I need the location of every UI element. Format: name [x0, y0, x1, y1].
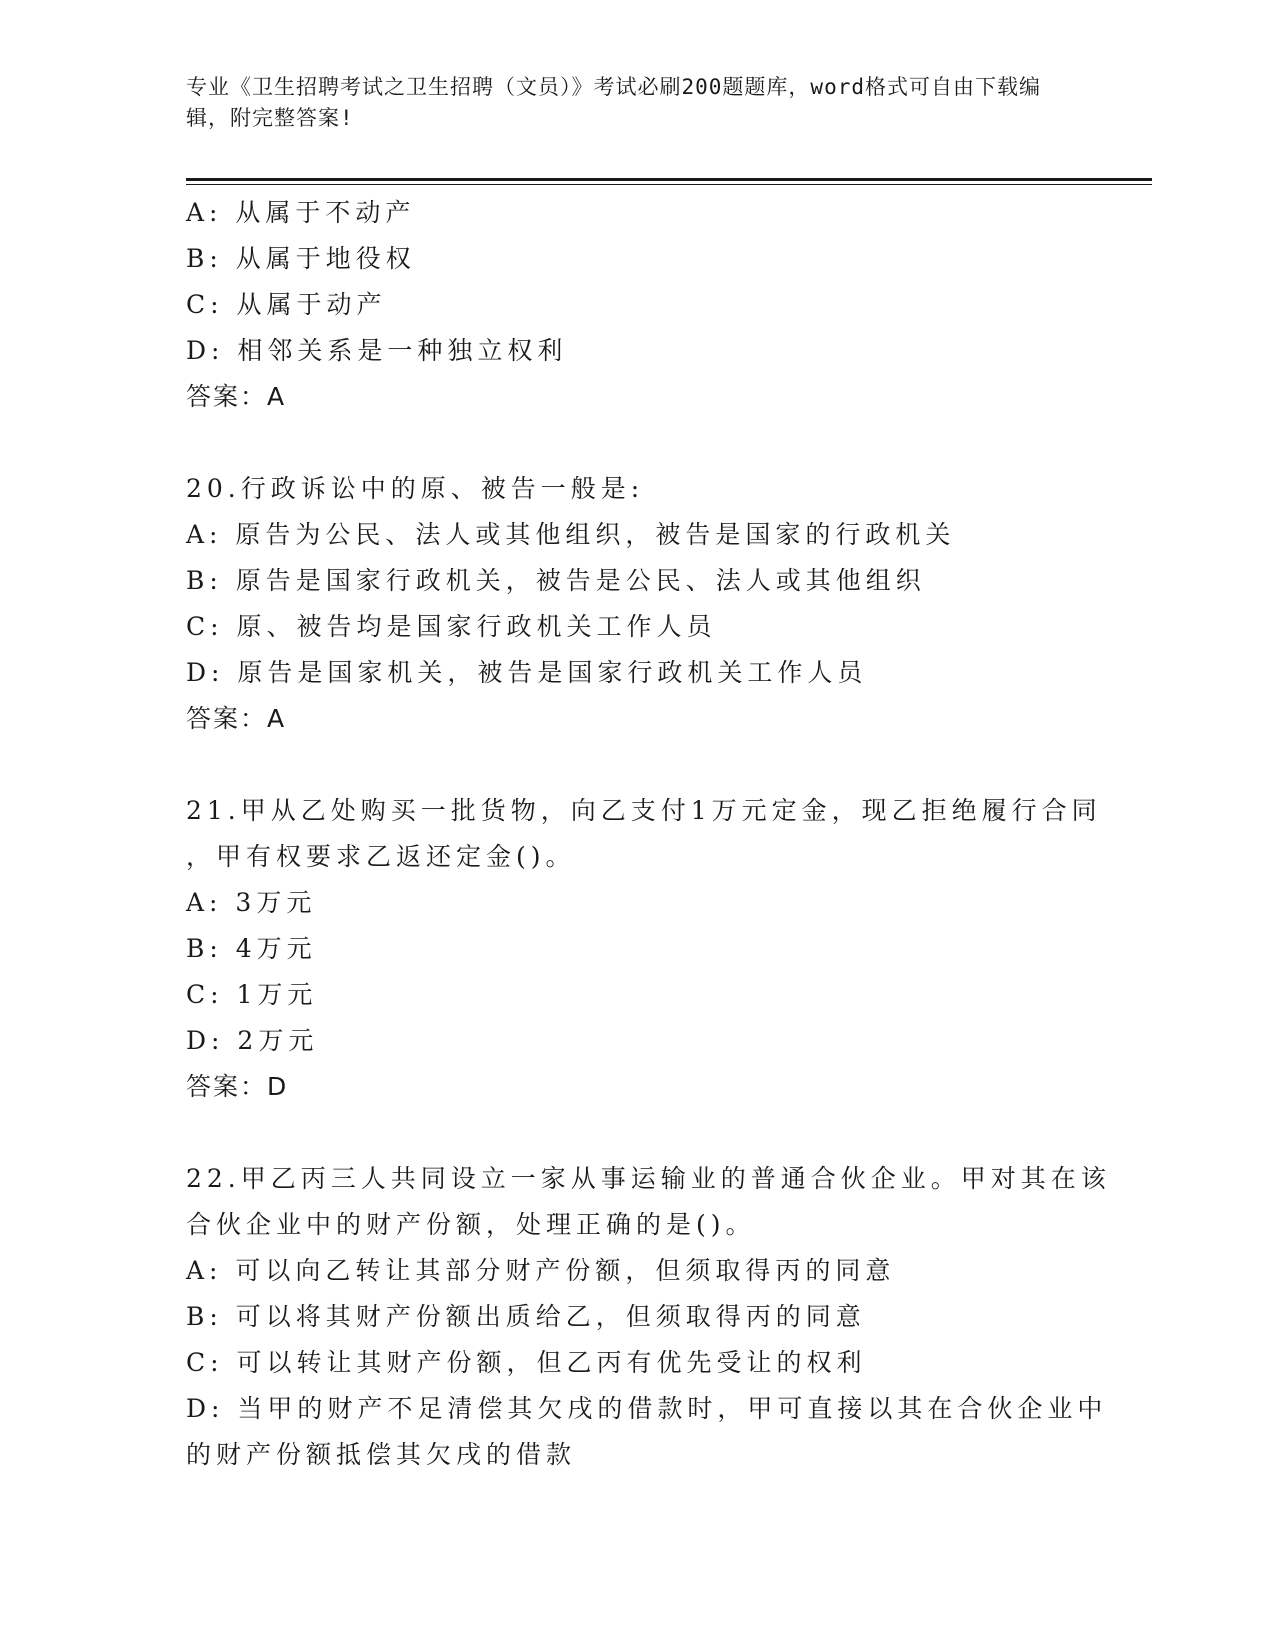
header-divider: [186, 178, 1152, 185]
spacer: [186, 420, 1086, 466]
option-c: C: 可以转让其财产份额，但乙丙有优先受让的权利: [186, 1348, 867, 1377]
option-d: D: 相邻关系是一种独立权利: [186, 336, 568, 365]
answer-line: 答案：A: [186, 382, 287, 411]
question-list: [186, 190, 1111, 1478]
spacer: [186, 1110, 1086, 1156]
option-b: B: 4万元: [186, 934, 317, 963]
document-header: 专业《卫生招聘考试之卫生招聘（文员）》考试必刷200题题库，word格式可自由下载编辑，附完整答案!: [186, 75, 1041, 130]
option-d-line-1: D: 当甲的财产不足清偿其欠戌的借款时，甲可直接以其在合伙企业中: [186, 1394, 1108, 1423]
question-19: [186, 190, 1086, 420]
option-a: A: 从属于不动产: [186, 198, 416, 227]
spacer: [186, 742, 1086, 788]
answer-line: 答案：A: [186, 704, 287, 733]
option-d: D: 2万元: [186, 1026, 319, 1055]
answer-line: 答案：D: [186, 1072, 289, 1101]
option-d: D: 原告是国家机关，被告是国家行政机关工作人员: [186, 658, 868, 687]
option-a: A: 3万元: [186, 888, 317, 917]
option-a: A: 原告为公民、法人或其他组织，被告是国家的行政机关: [186, 520, 956, 549]
option-c: C: 从属于动产: [186, 290, 387, 319]
option-b: B: 可以将其财产份额出质给乙，但须取得丙的同意: [186, 1302, 866, 1331]
option-d-line-2: 的财产份额抵偿其欠戌的借款: [186, 1440, 577, 1469]
option-c: C: 1万元: [186, 980, 318, 1009]
question-21: [186, 788, 1102, 1110]
question-stem: 20.行政诉讼中的原、被告一般是:: [186, 474, 645, 503]
option-b: B: 从属于地役权: [186, 244, 416, 273]
question-stem-line-1: 21.甲从乙处购买一批货物，向乙支付1万元定金，现乙拒绝履行合同: [186, 796, 1102, 825]
question-stem-line-2: 合伙企业中的财产份额，处理正确的是()。: [186, 1210, 756, 1239]
question-stem-line-1: 22.甲乙丙三人共同设立一家从事运输业的普通合伙企业。甲对其在该: [186, 1164, 1111, 1193]
option-a: A: 可以向乙转让其部分财产份额，但须取得丙的同意: [186, 1256, 896, 1285]
option-b: B: 原告是国家行政机关，被告是公民、法人或其他组织: [186, 566, 926, 595]
question-20: [186, 466, 1086, 742]
option-c: C: 原、被告均是国家行政机关工作人员: [186, 612, 717, 641]
question-stem-line-2: ，甲有权要求乙返还定金()。: [186, 842, 576, 871]
question-22: [186, 1156, 1111, 1478]
